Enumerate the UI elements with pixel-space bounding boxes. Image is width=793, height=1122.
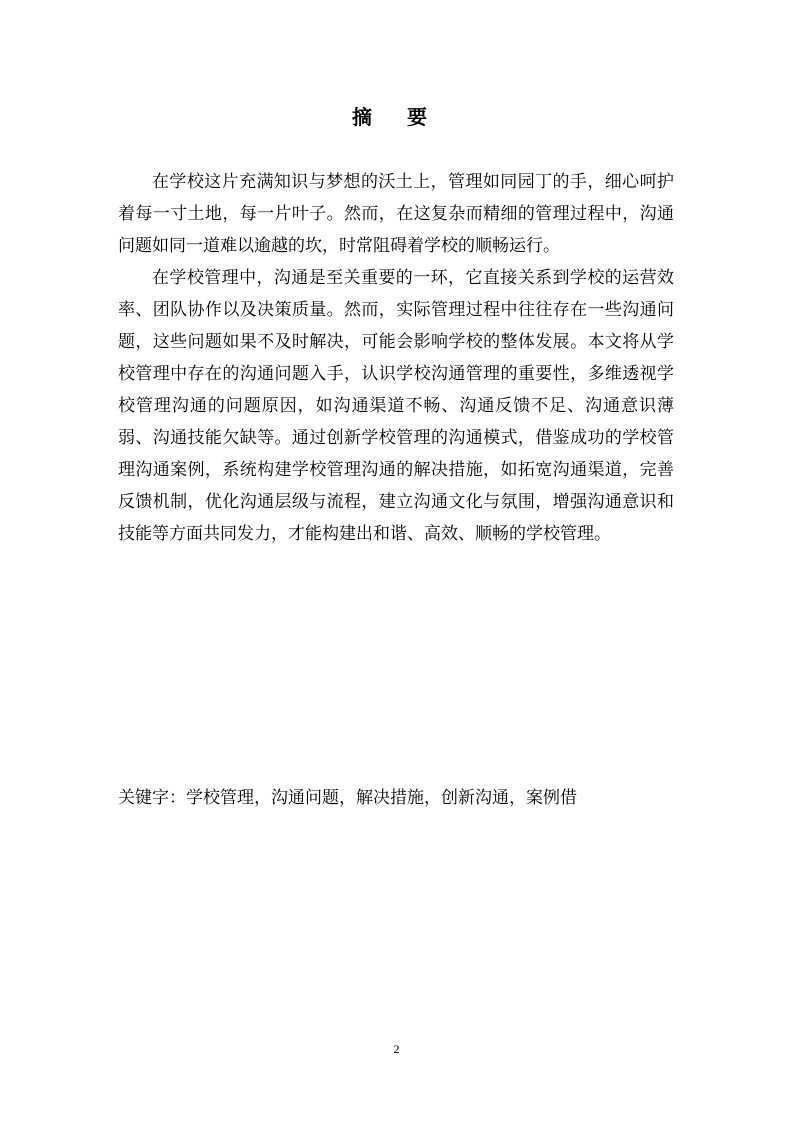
page-number: 2 <box>393 1042 400 1056</box>
keywords-line: 关键字：学校管理，沟通问题，解决措施，创新沟通，案例借 <box>118 788 577 808</box>
abstract-paragraph-1: 在学校这片充满知识与梦想的沃土上，管理如同园丁的手，细心呵护着每一寸土地，每一片叶子。然而，在这复杂而精细的管理过程中，沟通问题如同一道难以逾越的坎，时常阻碍着学校的顺畅运行。 <box>118 172 674 256</box>
abstract-body <box>118 166 674 550</box>
abstract-title: 摘 要 <box>352 105 441 129</box>
abstract-paragraph-2: 在学校管理中，沟通是至关重要的一环，它直接关系到学校的运营效率、团队协作以及决策质量。然而，实际管理过程中往往存在一些沟通问题，这些问题如果不及时解决，可能会影响学校的整体发展。本文将从学校管理中存在的沟通问题入手，认识学校沟通管理的重要性，多维透视学校管理沟通的问题原因，如沟通渠道不畅、沟通反馈不足、沟通意识薄弱、沟通技能欠缺等。通过创新学校管理的沟通模式，借鉴成功的学校管理沟通案例，系统构建学校管理沟通的解决措施，如拓宽沟通渠道，完善反馈机制，优化沟通层级与流程，建立沟通文化与氛围，增强沟通意识和技能等方面共同发力，才能构建出和谐、高效、顺畅的学校管理。 <box>118 268 674 544</box>
